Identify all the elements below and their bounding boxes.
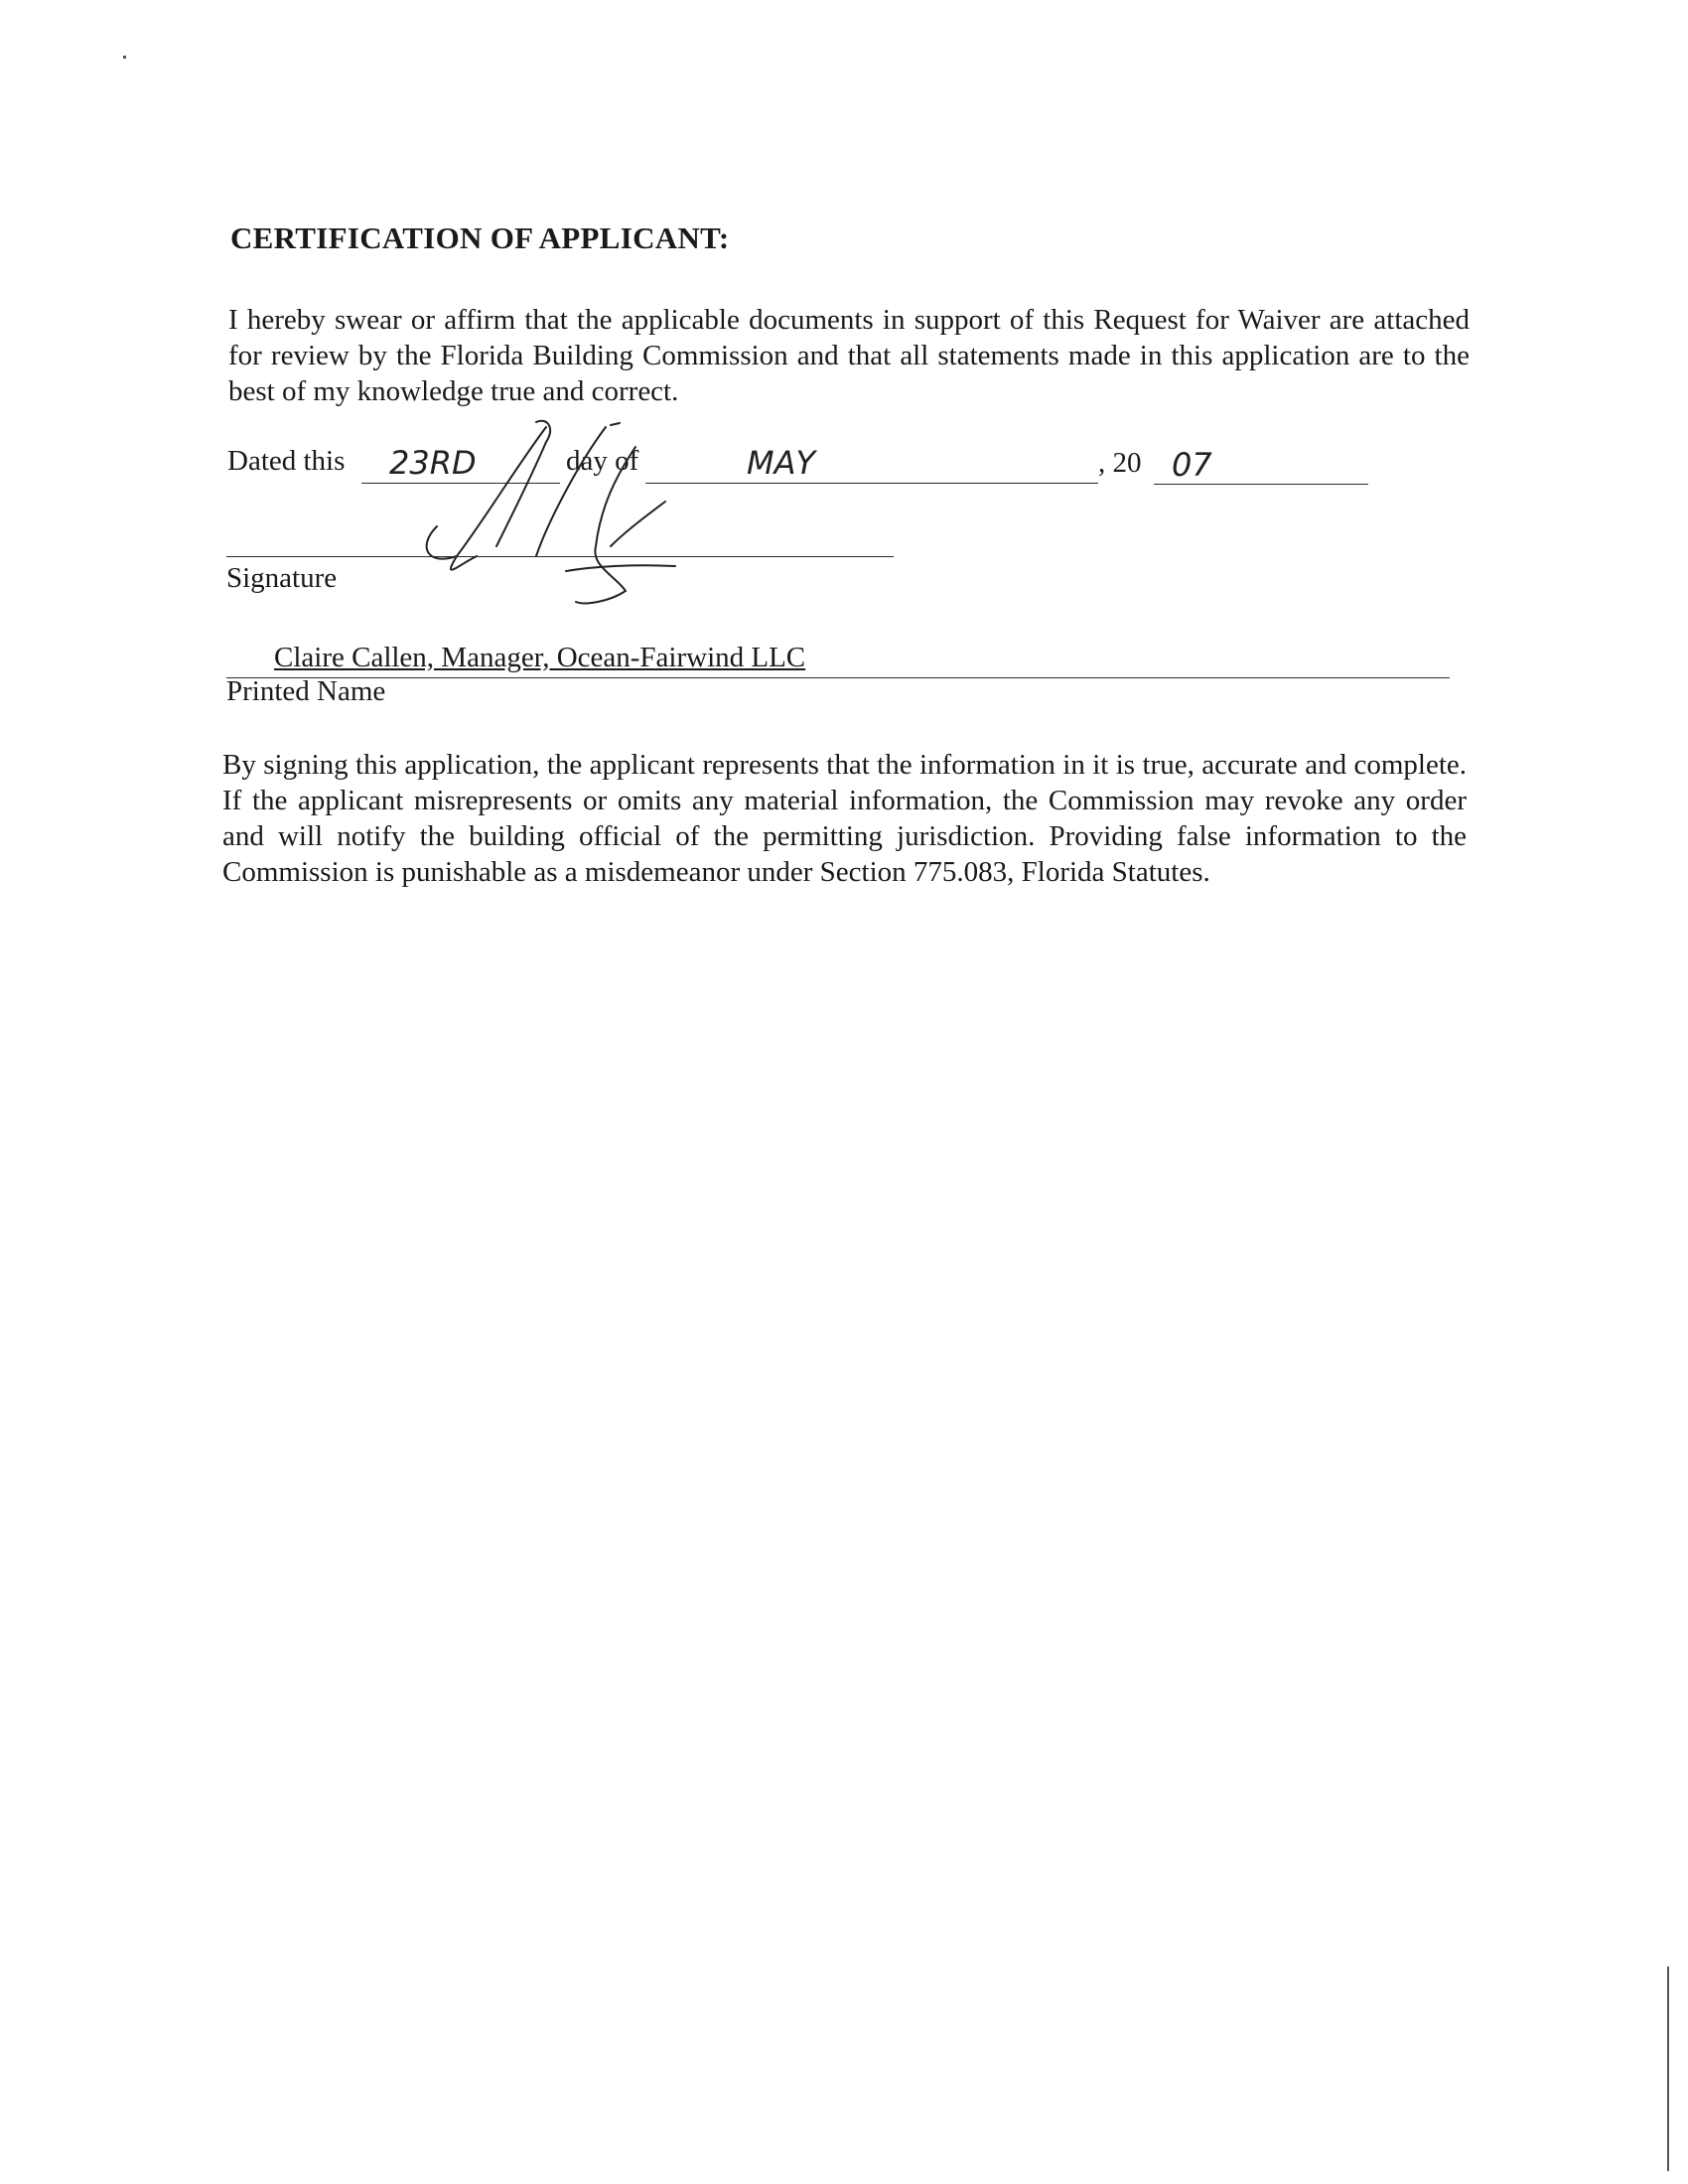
signature-label: Signature <box>226 562 338 594</box>
day-of-label: day of <box>566 445 639 477</box>
legal-notice-paragraph: By signing this application, the applicant represents that the information in it is true, accurate and complete. If the applicant misrepresents or omits any material information, the Commission may revoke any order and will notify the building official of the permitting jurisdiction. Providing false information to the Commission is punishable as a misdemeanor under Section 775.083, Florida Statutes. <box>222 749 1467 888</box>
scan-edge-line <box>1667 1966 1669 2171</box>
printed-name-label: Printed Name <box>226 675 386 707</box>
handwritten-signature-graphic <box>397 407 755 616</box>
handwritten-day: 23RD <box>389 444 477 482</box>
certification-heading: CERTIFICATION OF APPLICANT: <box>230 220 730 255</box>
printed-name-line <box>226 677 1450 678</box>
year-prefix-label: , 20 <box>1098 447 1142 479</box>
handwritten-month: MAY <box>747 444 816 482</box>
handwritten-year: 07 <box>1172 446 1212 484</box>
year-blank-line <box>1154 484 1368 485</box>
certification-paragraph: I hereby swear or affirm that the applicable documents in support of this Request for Waiver are attached for review by the Florida Building Commission and that all statements made in this application are to the best of my knowledge true and correct. <box>228 304 1470 407</box>
dated-this-label: Dated this <box>227 445 346 477</box>
scan-speck <box>123 56 126 59</box>
printed-name-value: Claire Callen, Manager, Ocean-Fairwind LLC <box>274 642 806 673</box>
